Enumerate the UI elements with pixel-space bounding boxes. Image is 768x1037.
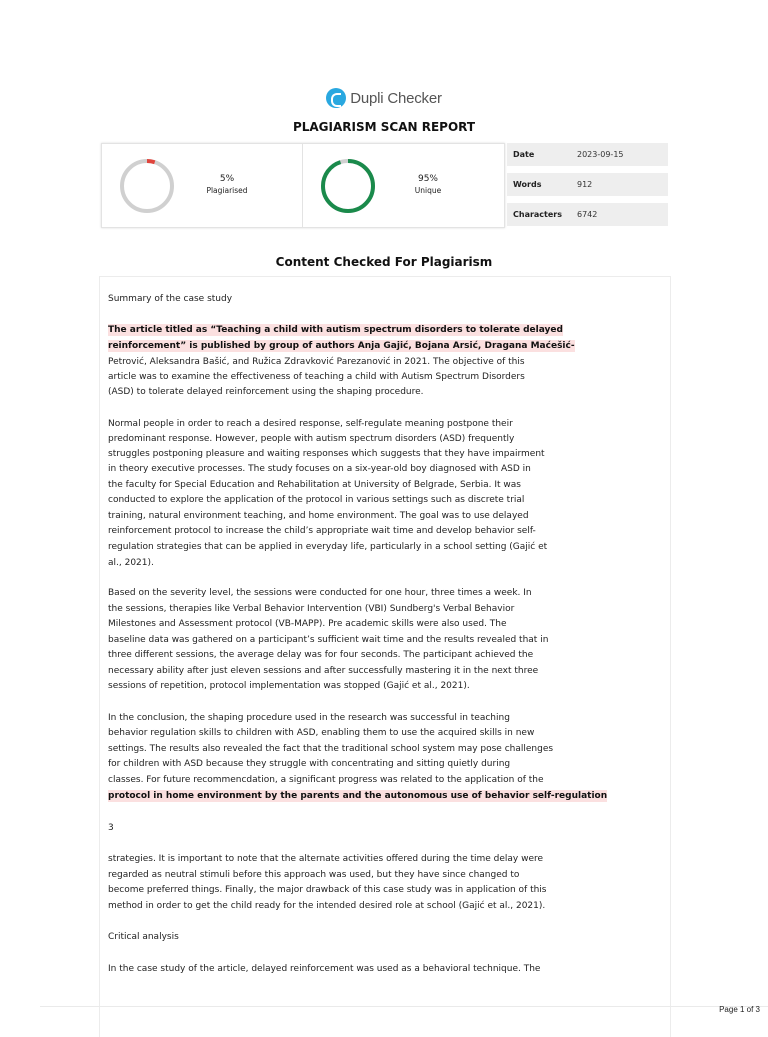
content-line: al., 2021). <box>108 558 154 568</box>
content-line: predominant response. However, people with autism spectrum disorders (ASD) frequently <box>108 434 515 444</box>
content-line: regulation strategies that can be applied in everyday life, particularly in a school setting (Gajić et <box>108 542 548 552</box>
content-line: reinforcement” is published by group of authors Anja Gajić, Bojana Arsić, Dragana Maćešić- <box>108 341 575 351</box>
content-line: for children with ASD because they struggle with concentrating and sitting quietly during <box>108 759 511 769</box>
brand-logo <box>0 88 768 108</box>
content-line: conducted to explore the application of the protocol in various settings such as discrete trial <box>108 495 525 505</box>
logo-icon <box>326 88 346 108</box>
meta-value: 6742 <box>577 210 598 219</box>
content-line: Summary of the case study <box>108 294 233 304</box>
unique-stat <box>302 144 503 227</box>
content-line: three different sessions, the average delay was for four seconds. The participant achieved the <box>108 650 534 660</box>
footer-divider <box>40 1006 768 1007</box>
content-line: The article titled as “Teaching a child with autism spectrum disorders to tolerate delayed <box>108 325 563 335</box>
meta-row-date <box>507 143 668 166</box>
content-line: in theory executive processes. The study focuses on a six-year-old boy diagnosed with ASD in <box>108 464 531 474</box>
checked-content <box>99 276 671 1037</box>
content-line: sessions of repetition, protocol implementation was stopped (Gajić et al., 2021). <box>108 681 470 691</box>
content-line: behavior regulation skills to children with ASD, enabling them to use the acquired skills in new <box>108 728 535 738</box>
plagiarised-percent: 5% <box>219 174 235 184</box>
meta-key: Date <box>513 150 535 159</box>
content-section-title: Content Checked For Plagiarism <box>275 255 493 269</box>
content-line: Petrović, Aleksandra Bašić, and Ružica Zdravković Parezanović in 2021. The objective of this <box>108 357 525 367</box>
content-line: protocol in home environment by the parents and the autonomous use of behavior self-regulation <box>108 791 608 801</box>
content-line: necessary ability after just eleven sessions and after successfully mastering it in the next three <box>108 666 539 676</box>
content-line: become preferred things. Finally, the major drawback of this case study was in application of this <box>108 885 547 895</box>
content-line: In the conclusion, the shaping procedure used in the research was successful in teaching <box>108 713 510 723</box>
content-line: baseline data was gathered on a participant’s sufficient wait time and the results revealed that in <box>108 635 549 645</box>
content-line: Based on the severity level, the sessions were conducted for one hour, three times a week. In <box>108 588 532 598</box>
unique-label: Unique <box>414 186 442 195</box>
meta-key: Characters <box>513 210 563 219</box>
plagiarised-ring-track <box>122 161 172 211</box>
content-line: method in order to get the child ready for the intended desired role at school (Gajić et al., 2021). <box>108 901 546 911</box>
meta-row-words <box>507 173 668 196</box>
content-line: Critical analysis <box>108 932 179 942</box>
meta-row-characters <box>507 203 668 226</box>
content-line: reinforcement protocol to increase the child’s appropriate wait time and develop behavior self- <box>108 526 536 536</box>
content-line: article was to examine the effectiveness of teaching a child with Autism Spectrum Disorders <box>108 372 525 382</box>
report-meta <box>507 143 668 233</box>
page-marker: 3 <box>108 823 114 833</box>
content-line: training, natural environment teaching, and home environment. The goal was to use delayed <box>108 511 529 521</box>
meta-value: 2023-09-15 <box>577 150 624 159</box>
meta-key: Words <box>513 180 542 189</box>
brand-name: Dupli Checker <box>350 89 442 107</box>
content-line: classes. For future recommencdation, a significant progress was related to the application of the <box>108 775 544 785</box>
content-line: (ASD) to tolerate delayed reinforcement using the shaping procedure. <box>108 387 424 397</box>
unique-percent: 95% <box>417 174 438 184</box>
page-number: Page 1 of 3 <box>719 1005 760 1014</box>
content-line: the faculty for Special Education and Rehabilitation at University of Belgrade, Serbia. It was <box>108 480 521 490</box>
content-line: Normal people in order to reach a desired response, self-regulate meaning postpone their <box>108 419 513 429</box>
content-line: strategies. It is important to note that the alternate activities offered during the time delay were <box>108 854 544 864</box>
plagiarised-ring-chart <box>119 158 175 214</box>
content-line: the sessions, therapies like Verbal Behavior Intervention (VBI) Sundberg's Verbal Behavior <box>108 604 515 614</box>
unique-ring-arc <box>323 161 373 211</box>
content-line: struggles postponing pleasure and waiting responses which suggests that they have impairment <box>108 449 545 459</box>
plagiarised-stat <box>102 144 302 227</box>
content-line: regarded as neutral stimuli before this approach was used, but they have since changed to <box>108 870 520 880</box>
report-title: PLAGIARISM SCAN REPORT <box>292 120 476 134</box>
score-panel <box>101 143 505 228</box>
unique-ring-chart <box>320 158 376 214</box>
content-line: Milestones and Assessment protocol (VB-MAPP). Pre academic skills were also used. The <box>108 619 507 629</box>
meta-value: 912 <box>577 180 593 189</box>
content-line: settings. The results also revealed the fact that the traditional school system may pose challenges <box>108 744 554 754</box>
plagiarised-label: Plagiarised <box>206 186 248 195</box>
content-line: In the case study of the article, delayed reinforcement was used as a behavioral technique. The <box>108 964 541 974</box>
